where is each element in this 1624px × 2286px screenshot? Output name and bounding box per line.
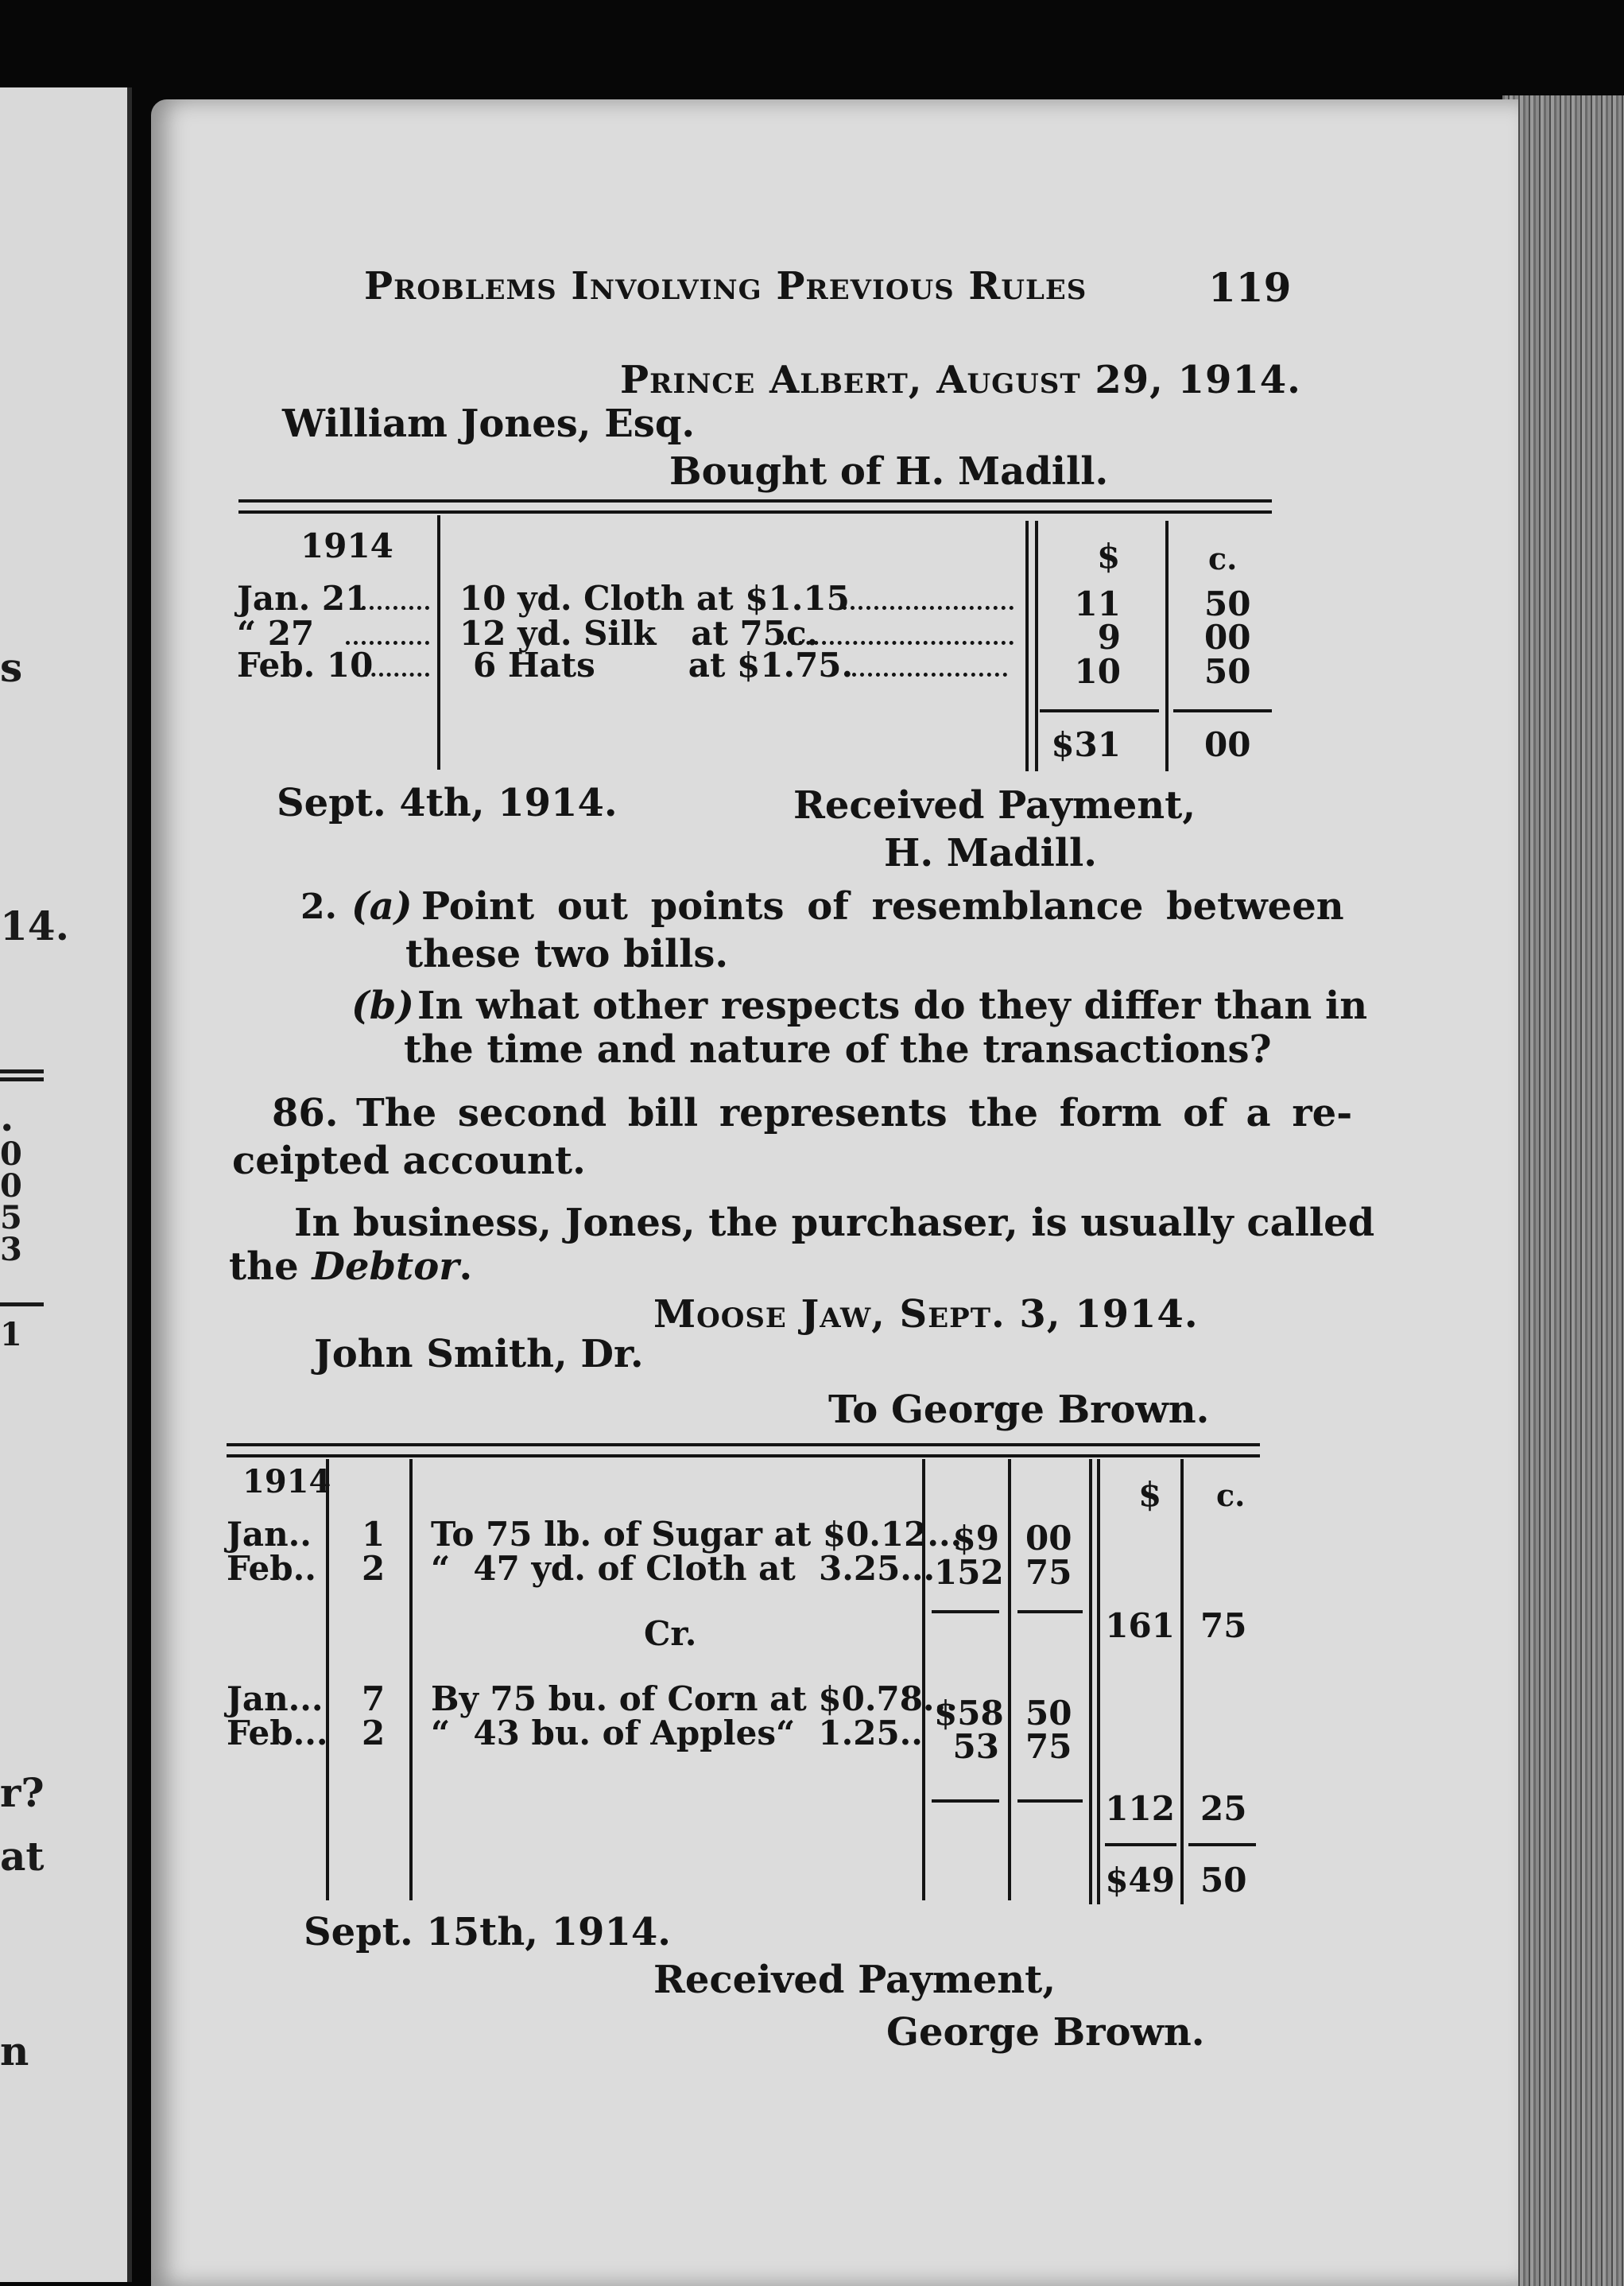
- bill1-col-rule: [1165, 521, 1169, 771]
- bill1-customer: William Jones, Esq.: [282, 402, 696, 446]
- bill1-col-rule: [437, 515, 440, 770]
- leader-dots: [852, 673, 1007, 677]
- left-fragment: n: [0, 2028, 29, 2074]
- question-b-label: (b): [351, 984, 414, 1028]
- bill2-debit-day: 1: [362, 1515, 386, 1554]
- question-a-label: (a): [351, 884, 413, 929]
- bill2-debit-month: Feb..: [227, 1549, 316, 1588]
- bill1-row-cents: 50: [1204, 652, 1251, 691]
- bill1-row-dollars: 9: [1097, 618, 1121, 657]
- bill2-debit-dollars: 152: [934, 1553, 1004, 1592]
- bill1-row-date: Jan. 21: [237, 579, 369, 618]
- bill2-debit-item: To 75 lb. of Sugar at $0.12...: [431, 1515, 963, 1554]
- left-fragment: 3: [0, 1231, 22, 1268]
- bill2-credit-total-cents: 25: [1200, 1789, 1247, 1828]
- bill2-debit-total-cents: 75: [1200, 1606, 1247, 1645]
- section-line4: [229, 1244, 472, 1289]
- bill2-credit-day: 2: [362, 1714, 386, 1752]
- section-number: 86.: [272, 1091, 339, 1135]
- question-number: 2.: [300, 887, 337, 927]
- bill1-total-cents: 00: [1204, 725, 1251, 764]
- bill2-credit-day: 7: [362, 1679, 386, 1718]
- bill2-balance-cents: 50: [1200, 1861, 1247, 1900]
- left-rule: [0, 1077, 44, 1081]
- bill2-debit-month: Jan..: [227, 1515, 312, 1554]
- bill2-sum-rule: [1188, 1843, 1256, 1846]
- debtor-term: Debtor: [312, 1244, 459, 1289]
- section-line4-text: the: [229, 1244, 312, 1289]
- bill1-top-rule: [238, 499, 1272, 503]
- left-fragment: 0: [0, 1135, 22, 1173]
- section-line4-period: .: [459, 1244, 473, 1289]
- bill2-credit-dollars: 53: [952, 1727, 999, 1766]
- leader-dots: [783, 641, 1014, 645]
- bill2-col-rule: [326, 1459, 329, 1900]
- bill2-sum-rule: [1017, 1610, 1083, 1613]
- bill2-sum-rule: [932, 1610, 999, 1613]
- leader-dots: [354, 606, 429, 610]
- bill2-signature: George Brown.: [886, 2010, 1205, 2055]
- bill1-receipt-date: Sept. 4th, 1914.: [277, 781, 618, 825]
- leader-dots: [346, 641, 429, 645]
- left-fragment: 14.: [0, 902, 69, 949]
- bill1-sum-rule: [1040, 709, 1159, 712]
- credit-label: Cr.: [644, 1614, 697, 1653]
- bill2-debit-day: 2: [362, 1549, 386, 1588]
- book-edge: [1502, 95, 1624, 2286]
- left-fragment: .: [0, 1093, 14, 1140]
- bill2-place-date: Moose Jaw, Sept. 3, 1914.: [653, 1292, 1199, 1337]
- bill2-credit-cents: 75: [1025, 1727, 1072, 1766]
- left-fragment: at: [0, 1833, 45, 1880]
- bill1-total-dollars: $31: [1051, 725, 1121, 764]
- bill2-credit-month: Feb...: [227, 1714, 328, 1752]
- bill1-row-item: 10 yd. Cloth at $1.15: [459, 579, 850, 618]
- running-head: Problems Involving Previous Rules: [364, 264, 1087, 309]
- bill1-row-item: 12 yd. Silk at 75c.: [459, 614, 819, 653]
- bill2-vendor: To George Brown.: [828, 1388, 1210, 1432]
- bill1-received: Received Payment,: [793, 783, 1196, 828]
- bill1-col-rule: [1025, 521, 1029, 771]
- bill1-row-dollars: 11: [1074, 584, 1121, 623]
- bill2-top-rule: [227, 1454, 1260, 1457]
- bill1-cents-header: c.: [1208, 541, 1238, 576]
- bill1-row-date: “ 27: [237, 614, 315, 653]
- question-b-line1: In what other respects do they differ than in: [417, 984, 1368, 1028]
- left-rule: [0, 1069, 44, 1073]
- bill2-credit-item: “ 43 bu. of Apples“ 1.25..: [431, 1714, 923, 1752]
- bill1-year: 1914: [300, 526, 393, 565]
- bill1-sum-rule: [1173, 709, 1272, 712]
- bill2-credit-dollars: $58: [934, 1694, 1004, 1733]
- bill2-col-rule: [1097, 1459, 1100, 1904]
- section-line1: The second bill represents the form of a re-: [356, 1091, 1353, 1135]
- bill2-dollar-header: $: [1138, 1475, 1162, 1514]
- bill1-row-item: 6 Hats at $1.75.: [473, 646, 854, 685]
- bill2-sum-rule: [1105, 1843, 1176, 1846]
- left-fragment: 5: [0, 1199, 22, 1236]
- bill2-customer: John Smith, Dr.: [314, 1332, 644, 1376]
- left-fragment: s: [0, 644, 23, 691]
- bill1-row-cents: 50: [1204, 584, 1251, 623]
- bill1-vendor: Bought of H. Madill.: [669, 449, 1109, 494]
- section-line2: ceipted account.: [232, 1139, 586, 1183]
- bill2-credit-item: By 75 bu. of Corn at $0.78...: [431, 1679, 958, 1718]
- section-line3: In business, Jones, the purchaser, is usually called: [294, 1201, 1375, 1245]
- bill1-top-rule: [238, 510, 1272, 514]
- bill2-debit-item: “ 47 yd. of Cloth at 3.25...: [431, 1549, 936, 1588]
- bill2-debit-dollars: $9: [952, 1519, 999, 1558]
- bill2-debit-cents: 00: [1025, 1519, 1072, 1558]
- bill2-cents-header: c.: [1216, 1477, 1246, 1513]
- question-b-line2: the time and nature of the transactions?: [404, 1027, 1272, 1072]
- bill1-row-date: Feb. 10: [237, 646, 374, 685]
- bill2-top-rule: [227, 1443, 1260, 1446]
- bill2-col-rule: [1089, 1459, 1092, 1904]
- bill2-received: Received Payment,: [653, 1958, 1056, 2002]
- leader-dots: [356, 673, 429, 677]
- question-a-line2: these two bills.: [405, 932, 729, 976]
- left-fragment: r?: [0, 1769, 45, 1816]
- bill2-sum-rule: [1017, 1799, 1083, 1803]
- bill2-credit-cents: 50: [1025, 1694, 1072, 1733]
- bill2-balance-dollars: $49: [1105, 1861, 1175, 1900]
- bill1-row-dollars: 10: [1074, 652, 1121, 691]
- bill2-year: 1914: [242, 1463, 331, 1500]
- bill2-col-rule: [1008, 1459, 1011, 1900]
- bill1-row-cents: 00: [1204, 618, 1251, 657]
- bill2-credit-total-dollars: 112: [1105, 1789, 1175, 1828]
- left-rule: [0, 1302, 44, 1306]
- question-a-line1: Point out points of resemblance between: [421, 884, 1344, 929]
- bill1-dollar-header: $: [1097, 537, 1121, 576]
- bill2-debit-cents: 75: [1025, 1553, 1072, 1592]
- bill1-signature: H. Madill.: [884, 831, 1097, 875]
- left-fragment: 0: [0, 1167, 22, 1205]
- bill2-credit-month: Jan...: [227, 1679, 324, 1718]
- bill2-debit-total-dollars: 161: [1105, 1606, 1175, 1645]
- left-fragment: 1: [0, 1316, 22, 1353]
- bill2-col-rule: [409, 1459, 413, 1900]
- bill1-place-date: Prince Albert, August 29, 1914.: [620, 358, 1301, 402]
- bill2-sum-rule: [932, 1799, 999, 1803]
- left-facing-page: [0, 87, 132, 2282]
- bill2-receipt-date: Sept. 15th, 1914.: [304, 1910, 671, 1954]
- page-number: 119: [1208, 264, 1292, 311]
- bill1-col-rule: [1035, 521, 1038, 771]
- leader-dots: [843, 606, 1014, 610]
- bill2-col-rule: [1180, 1459, 1184, 1904]
